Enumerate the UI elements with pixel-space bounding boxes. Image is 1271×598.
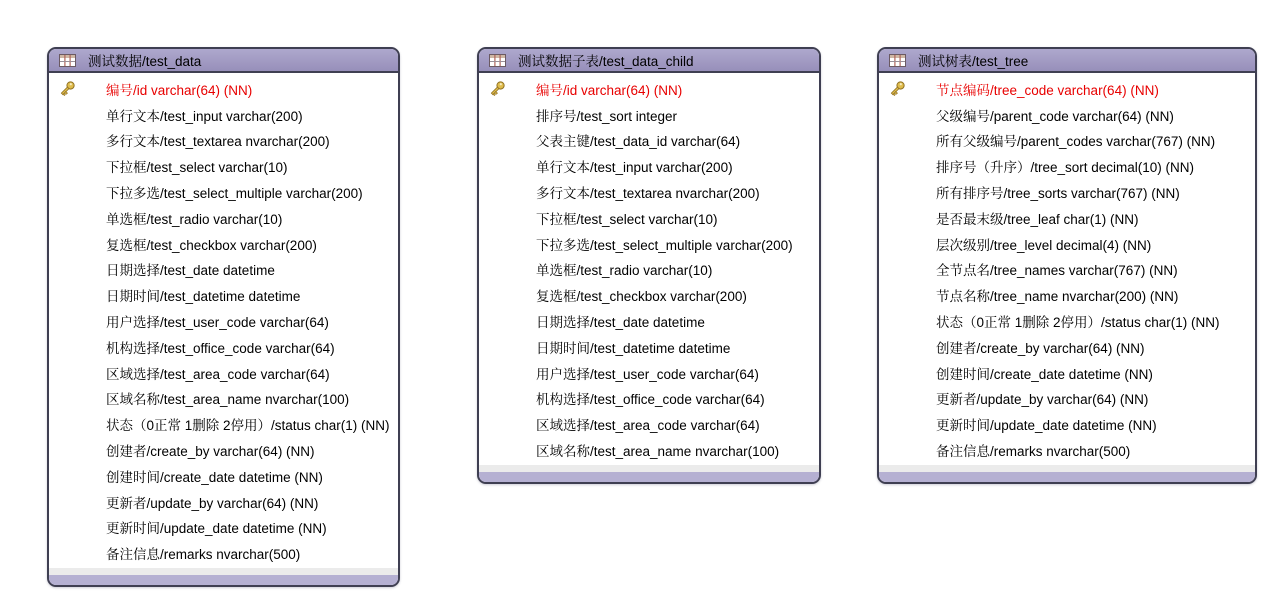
table-title: 测试数据子表/test_data_child	[518, 54, 694, 69]
field-text: 更新者/update_by varchar(64) (NN)	[936, 392, 1149, 408]
table-row	[49, 308, 398, 334]
field-text: 多行文本/test_textarea nvarchar(200)	[106, 134, 330, 150]
table-icon	[489, 54, 506, 67]
table-fields	[49, 73, 398, 568]
table-row	[479, 231, 819, 257]
footer-light-strip	[49, 568, 398, 575]
field-text: 所有父级编号/parent_codes varchar(767) (NN)	[936, 134, 1216, 150]
footer-accent-strip	[479, 472, 819, 482]
table-row	[479, 76, 819, 102]
field-text: 复选框/test_checkbox varchar(200)	[106, 237, 317, 253]
table-row	[879, 437, 1255, 463]
table-card-header[interactable]	[879, 49, 1255, 73]
table-footer	[49, 568, 398, 585]
field-text: 区域名称/test_area_name nvarchar(100)	[536, 444, 780, 460]
field-text: 单行文本/test_input varchar(200)	[106, 108, 303, 124]
table-row	[49, 257, 398, 283]
field-text: 所有排序号/tree_sorts varchar(767) (NN)	[936, 186, 1180, 202]
field-text: 下拉多选/test_select_multiple varchar(200)	[536, 237, 793, 253]
table-row	[879, 257, 1255, 283]
table-row	[879, 308, 1255, 334]
footer-light-strip	[479, 465, 819, 472]
field-text: 更新时间/update_date datetime (NN)	[936, 418, 1157, 434]
field-text: 层次级别/tree_level decimal(4) (NN)	[936, 237, 1152, 253]
table-card-test-data[interactable]	[47, 47, 400, 587]
field-text: 区域名称/test_area_name nvarchar(100)	[106, 392, 350, 408]
field-text: 复选框/test_checkbox varchar(200)	[536, 289, 747, 305]
table-row	[479, 153, 819, 179]
table-icon	[889, 54, 906, 67]
field-text: 更新时间/update_date datetime (NN)	[106, 521, 327, 537]
field-text: 更新者/update_by varchar(64) (NN)	[106, 495, 319, 511]
field-text: 下拉框/test_select varchar(10)	[106, 160, 288, 176]
field-text: 机构选择/test_office_code varchar(64)	[536, 392, 765, 408]
table-fields	[879, 73, 1255, 465]
key-icon	[57, 79, 106, 99]
field-text: 单选框/test_radio varchar(10)	[106, 211, 283, 227]
table-row	[879, 76, 1255, 102]
table-row	[49, 102, 398, 128]
field-text: 多行文本/test_textarea nvarchar(200)	[536, 186, 760, 202]
field-text: 日期时间/test_datetime datetime	[106, 289, 301, 305]
table-row	[879, 205, 1255, 231]
field-text: 备注信息/remarks nvarchar(500)	[106, 547, 301, 563]
key-icon	[487, 79, 536, 99]
field-text: 用户选择/test_user_code varchar(64)	[106, 315, 329, 331]
field-text: 区域选择/test_area_code varchar(64)	[536, 418, 760, 434]
field-text: 备注信息/remarks nvarchar(500)	[936, 444, 1131, 460]
table-card-test-tree[interactable]	[877, 47, 1257, 484]
field-text: 排序号/test_sort integer	[536, 108, 678, 124]
table-row	[479, 437, 819, 463]
field-text: 下拉多选/test_select_multiple varchar(200)	[106, 186, 363, 202]
table-row	[879, 179, 1255, 205]
table-row	[49, 334, 398, 360]
table-row	[49, 76, 398, 102]
field-text: 创建者/create_by varchar(64) (NN)	[936, 340, 1145, 356]
table-row	[479, 257, 819, 283]
table-row	[49, 437, 398, 463]
table-card-header[interactable]	[49, 49, 398, 73]
field-text: 编号/id varchar(64) (NN)	[106, 82, 253, 98]
field-text: 状态（0正常 1删除 2停用）/status char(1) (NN)	[106, 418, 390, 434]
table-icon	[59, 54, 76, 67]
field-text: 日期选择/test_date datetime	[106, 263, 275, 279]
table-footer	[879, 465, 1255, 482]
table-row	[49, 489, 398, 515]
table-row	[879, 102, 1255, 128]
table-row	[49, 463, 398, 489]
table-row	[49, 386, 398, 412]
table-row	[479, 102, 819, 128]
field-text: 全节点名/tree_names varchar(767) (NN)	[936, 263, 1178, 279]
table-row	[479, 360, 819, 386]
field-text: 节点编码/tree_code varchar(64) (NN)	[936, 82, 1159, 98]
table-row	[49, 179, 398, 205]
table-row	[49, 411, 398, 437]
field-text: 创建时间/create_date datetime (NN)	[936, 366, 1153, 382]
table-row	[479, 179, 819, 205]
field-text: 排序号（升序）/tree_sort decimal(10) (NN)	[936, 160, 1195, 176]
table-row	[879, 231, 1255, 257]
table-footer	[479, 465, 819, 482]
field-text: 区域选择/test_area_code varchar(64)	[106, 366, 330, 382]
table-row	[49, 360, 398, 386]
table-row	[479, 411, 819, 437]
field-text: 父级编号/parent_code varchar(64) (NN)	[936, 108, 1174, 124]
table-card-test-data-child[interactable]	[477, 47, 821, 484]
field-text: 是否最末级/tree_leaf char(1) (NN)	[936, 211, 1139, 227]
field-text: 单行文本/test_input varchar(200)	[536, 160, 733, 176]
table-row	[49, 282, 398, 308]
table-row	[49, 231, 398, 257]
table-row	[879, 282, 1255, 308]
table-row	[479, 282, 819, 308]
field-text: 创建时间/create_date datetime (NN)	[106, 469, 323, 485]
field-text: 创建者/create_by varchar(64) (NN)	[106, 444, 315, 460]
table-row	[879, 128, 1255, 154]
field-text: 编号/id varchar(64) (NN)	[536, 82, 683, 98]
table-row	[879, 386, 1255, 412]
table-fields	[479, 73, 819, 465]
footer-accent-strip	[49, 575, 398, 585]
table-row	[479, 308, 819, 334]
field-text: 日期选择/test_date datetime	[536, 315, 705, 331]
table-row	[49, 540, 398, 566]
field-text: 机构选择/test_office_code varchar(64)	[106, 340, 335, 356]
field-text: 节点名称/tree_name nvarchar(200) (NN)	[936, 289, 1179, 305]
field-text: 父表主键/test_data_id varchar(64)	[536, 134, 741, 150]
table-row	[879, 153, 1255, 179]
key-icon	[887, 79, 936, 99]
table-row	[49, 205, 398, 231]
table-row	[479, 334, 819, 360]
table-row	[49, 515, 398, 541]
field-text: 用户选择/test_user_code varchar(64)	[536, 366, 759, 382]
table-row	[479, 128, 819, 154]
footer-light-strip	[879, 465, 1255, 472]
table-row	[49, 128, 398, 154]
table-row	[479, 386, 819, 412]
table-row	[479, 205, 819, 231]
table-row	[879, 360, 1255, 386]
table-row	[879, 411, 1255, 437]
table-title: 测试树表/test_tree	[918, 54, 1029, 69]
field-text: 日期时间/test_datetime datetime	[536, 340, 731, 356]
field-text: 状态（0正常 1删除 2停用）/status char(1) (NN)	[936, 315, 1220, 331]
table-row	[879, 334, 1255, 360]
table-row	[49, 153, 398, 179]
footer-accent-strip	[879, 472, 1255, 482]
table-card-header[interactable]	[479, 49, 819, 73]
field-text: 单选框/test_radio varchar(10)	[536, 263, 713, 279]
table-title: 测试数据/test_data	[88, 54, 202, 69]
field-text: 下拉框/test_select varchar(10)	[536, 211, 718, 227]
